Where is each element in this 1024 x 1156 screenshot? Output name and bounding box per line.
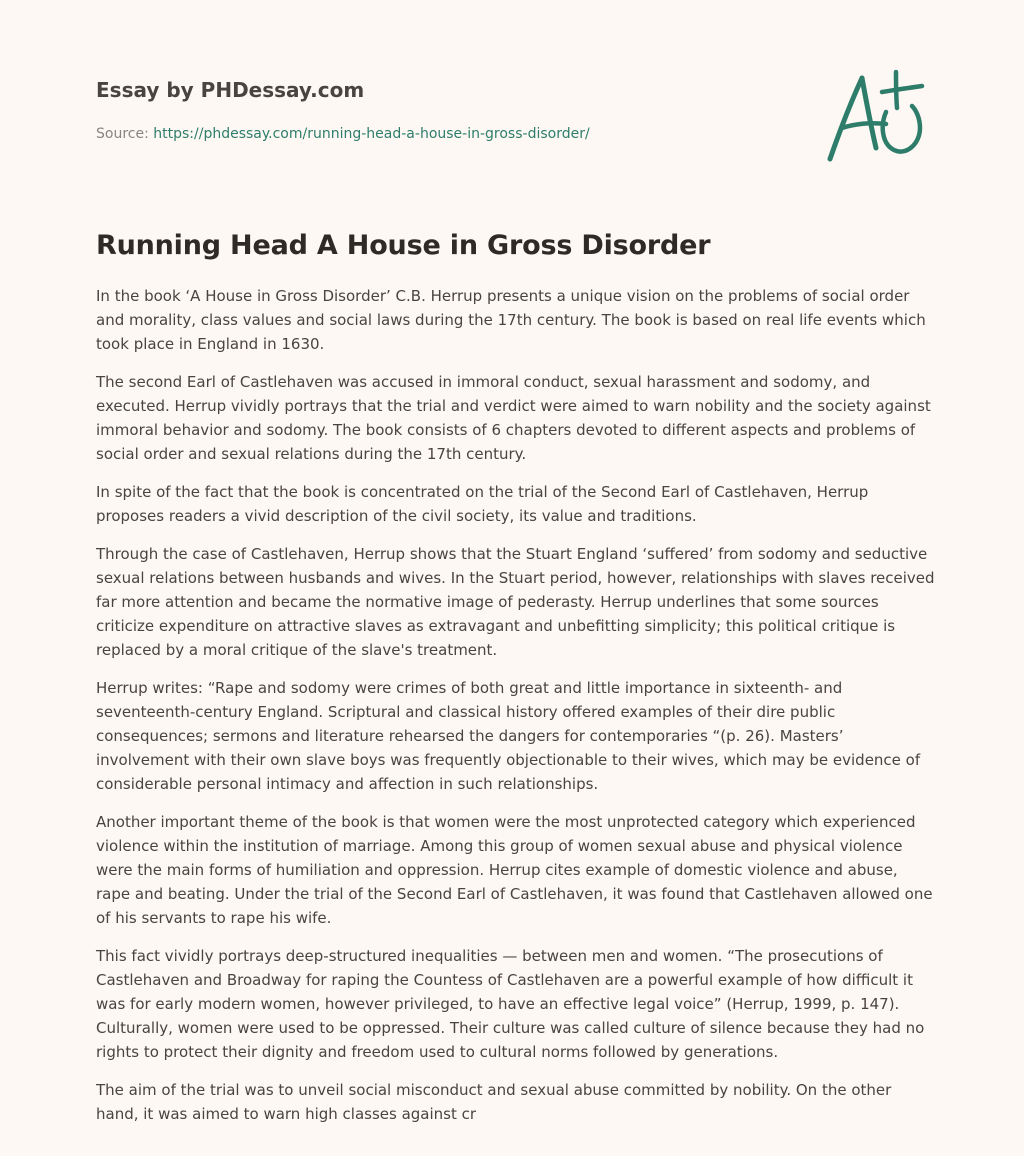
page-header — [96, 76, 796, 144]
essay-paragraph: Herrup writes: “Rape and sodomy were crimes of both great and little importance in sixteenth- and seventeenth-century England. Scriptural and classical history offered examples of their dire public consequences; sermons and literature rehearsed the dangers for contemporaries “(p. 26). Masters’ involvement with their own slave boys was frequently objectionable to their wives, which may be evidence of considerable personal intimacy and affection in such relationships. — [96, 679, 921, 793]
source-link[interactable]: https://phdessay.com/running-head-a-house-in-gross-disorder/ — [153, 126, 590, 142]
source-line — [96, 124, 796, 144]
brand-title: Essay by PHDessay.com — [96, 78, 365, 102]
essay-paragraph: In spite of the fact that the book is concentrated on the trial of the Second Earl of Castlehaven, Herrup proposes readers a vivid description of the civil society, its value and traditions. — [96, 483, 869, 525]
essay-paragraph: In the book ‘A House in Gross Disorder’ C.B. Herrup presents a unique vision on the problems of social order and morality, class values and social laws during the 17th century. The book is based on real life events which took place in England in 1630. — [96, 287, 926, 353]
essay-paragraph: Another important theme of the book is that women were the most unprotected category which experienced violence within the institution of marriage. Among this group of women sexual abuse and physical violence were the main forms of humiliation and oppression. Herrup cites example of domestic violence and abuse, rape and beating. Under the trial of the Second Earl of Castlehaven, it was found that Castlehaven allowed one of his servants to rape his wife. — [96, 813, 933, 927]
essay-paragraph: The aim of the trial was to unveil social misconduct and sexual abuse committed by nobility. On the other hand, it was aimed to warn high classes against cr — [96, 1081, 892, 1123]
essay-title: Running Head A House in Gross Disorder — [96, 230, 711, 261]
essay-body — [96, 284, 936, 1140]
essay-paragraph: Through the case of Castlehaven, Herrup shows that the Stuart England ‘suffered’ from sodomy and seductive sexual relations between husbands and wives. In the Stuart period, however, relationships with slaves received far more attention and became the normative image of pederasty. Herrup underlines that some sources criticize expenditure on attractive slaves as extravagant and unbefitting simplicity; this political critique is replaced by a moral critique of the slave's treatment. — [96, 545, 935, 659]
essay-paragraph: The second Earl of Castlehaven was accused in immoral conduct, sexual harassment and sodomy, and executed. Herrup vividly portrays that the trial and verdict were aimed to warn nobility and the society against immoral behavior and sodomy. The book consists of 6 chapters devoted to different aspects and problems of social order and sexual relations during the 17th century. — [96, 373, 931, 463]
essay-paragraph: This fact vividly portrays deep-structured inequalities — between men and women. “The prosecutions of Castlehaven and Broadway for raping the Countess of Castlehaven are a powerful example of how difficult it was for early modern women, however privileged, to have an effective legal voice” (Herrup, 1999, p. 147). Culturally, women were used to be oppressed. Their culture was called culture of silence because they had no rights to protect their dignity and freedom used to cultural norms followed by generations. — [96, 947, 925, 1061]
source-label: Source: — [96, 126, 149, 142]
a-plus-logo-icon — [820, 64, 930, 168]
